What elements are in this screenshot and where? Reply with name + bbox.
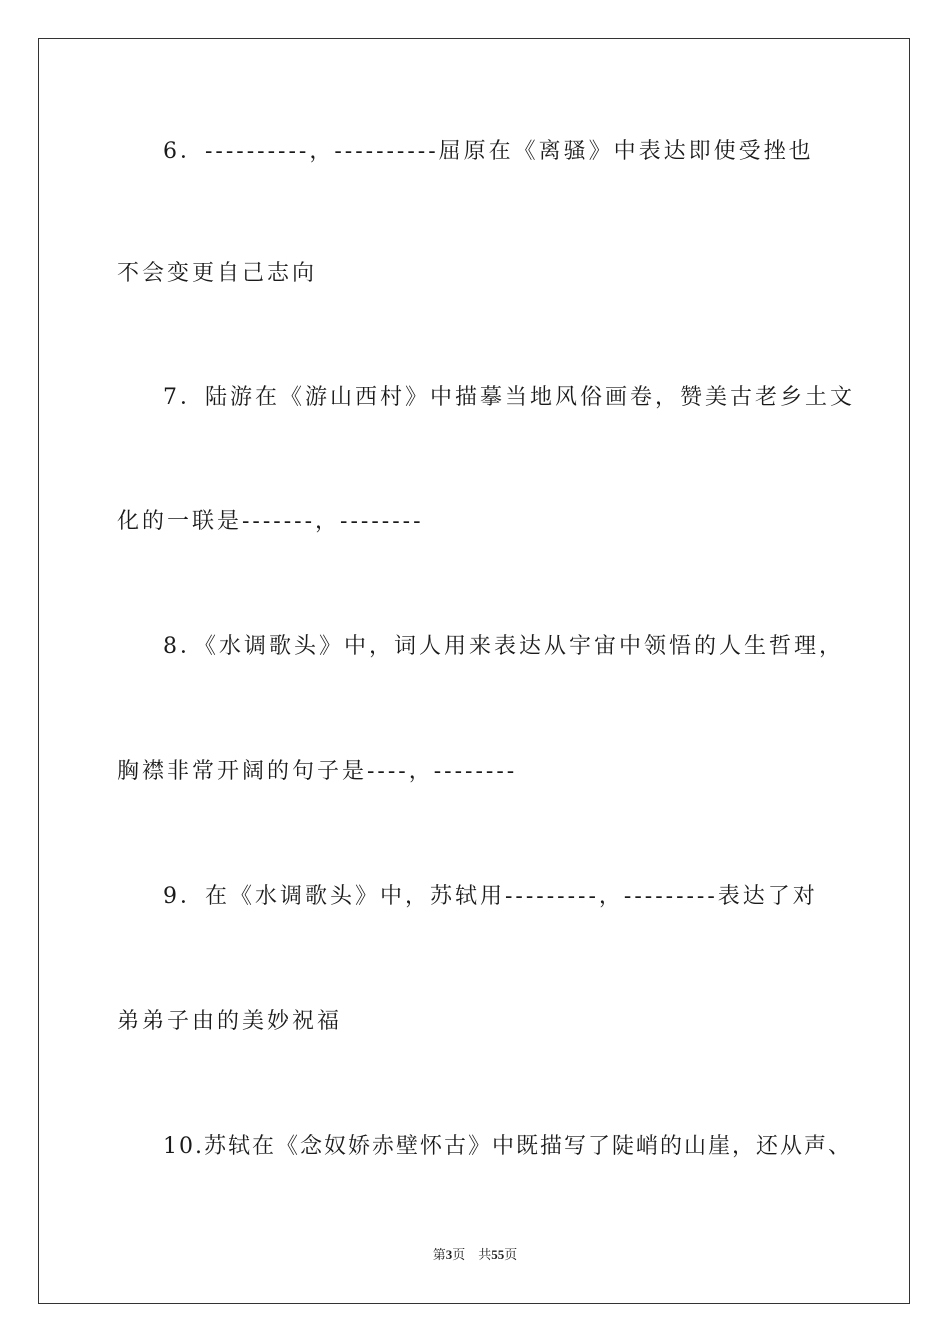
question-6-line-1: 6．----------，----------屈原在《离骚》中表达即使受挫也 [163,139,814,164]
question-7-line-1: 7．陆游在《游山西村》中描摹当地风俗画卷，赞美古老乡土文 [163,385,855,410]
question-10-line-1: 10.苏轼在《念奴娇赤壁怀古》中既描写了陡峭的山崖，还从声、 [163,1134,852,1159]
footer-middle: 页 共 [452,1247,492,1262]
page-footer [0,1246,950,1264]
question-8-line-1: 8．《水调歌头》中，词人用来表达从宇宙中领悟的人生哲理， [163,634,844,659]
footer-prefix: 第 [432,1247,446,1262]
question-9-line-2: 弟弟子由的美妙祝福 [117,1009,343,1034]
footer-total-pages: 55 [491,1247,505,1262]
footer-page-number: 3 [445,1247,453,1262]
question-6-line-2: 不会变更自己志向 [117,261,318,286]
footer-suffix: 页 [504,1247,518,1262]
question-7-line-2: 化的一联是-------，-------- [117,509,424,534]
page-frame [38,38,910,1304]
question-9-line-1: 9．在《水调歌头》中，苏轼用---------，---------表达了对 [163,884,818,909]
question-8-line-2: 胸襟非常开阔的句子是----，-------- [117,759,518,784]
